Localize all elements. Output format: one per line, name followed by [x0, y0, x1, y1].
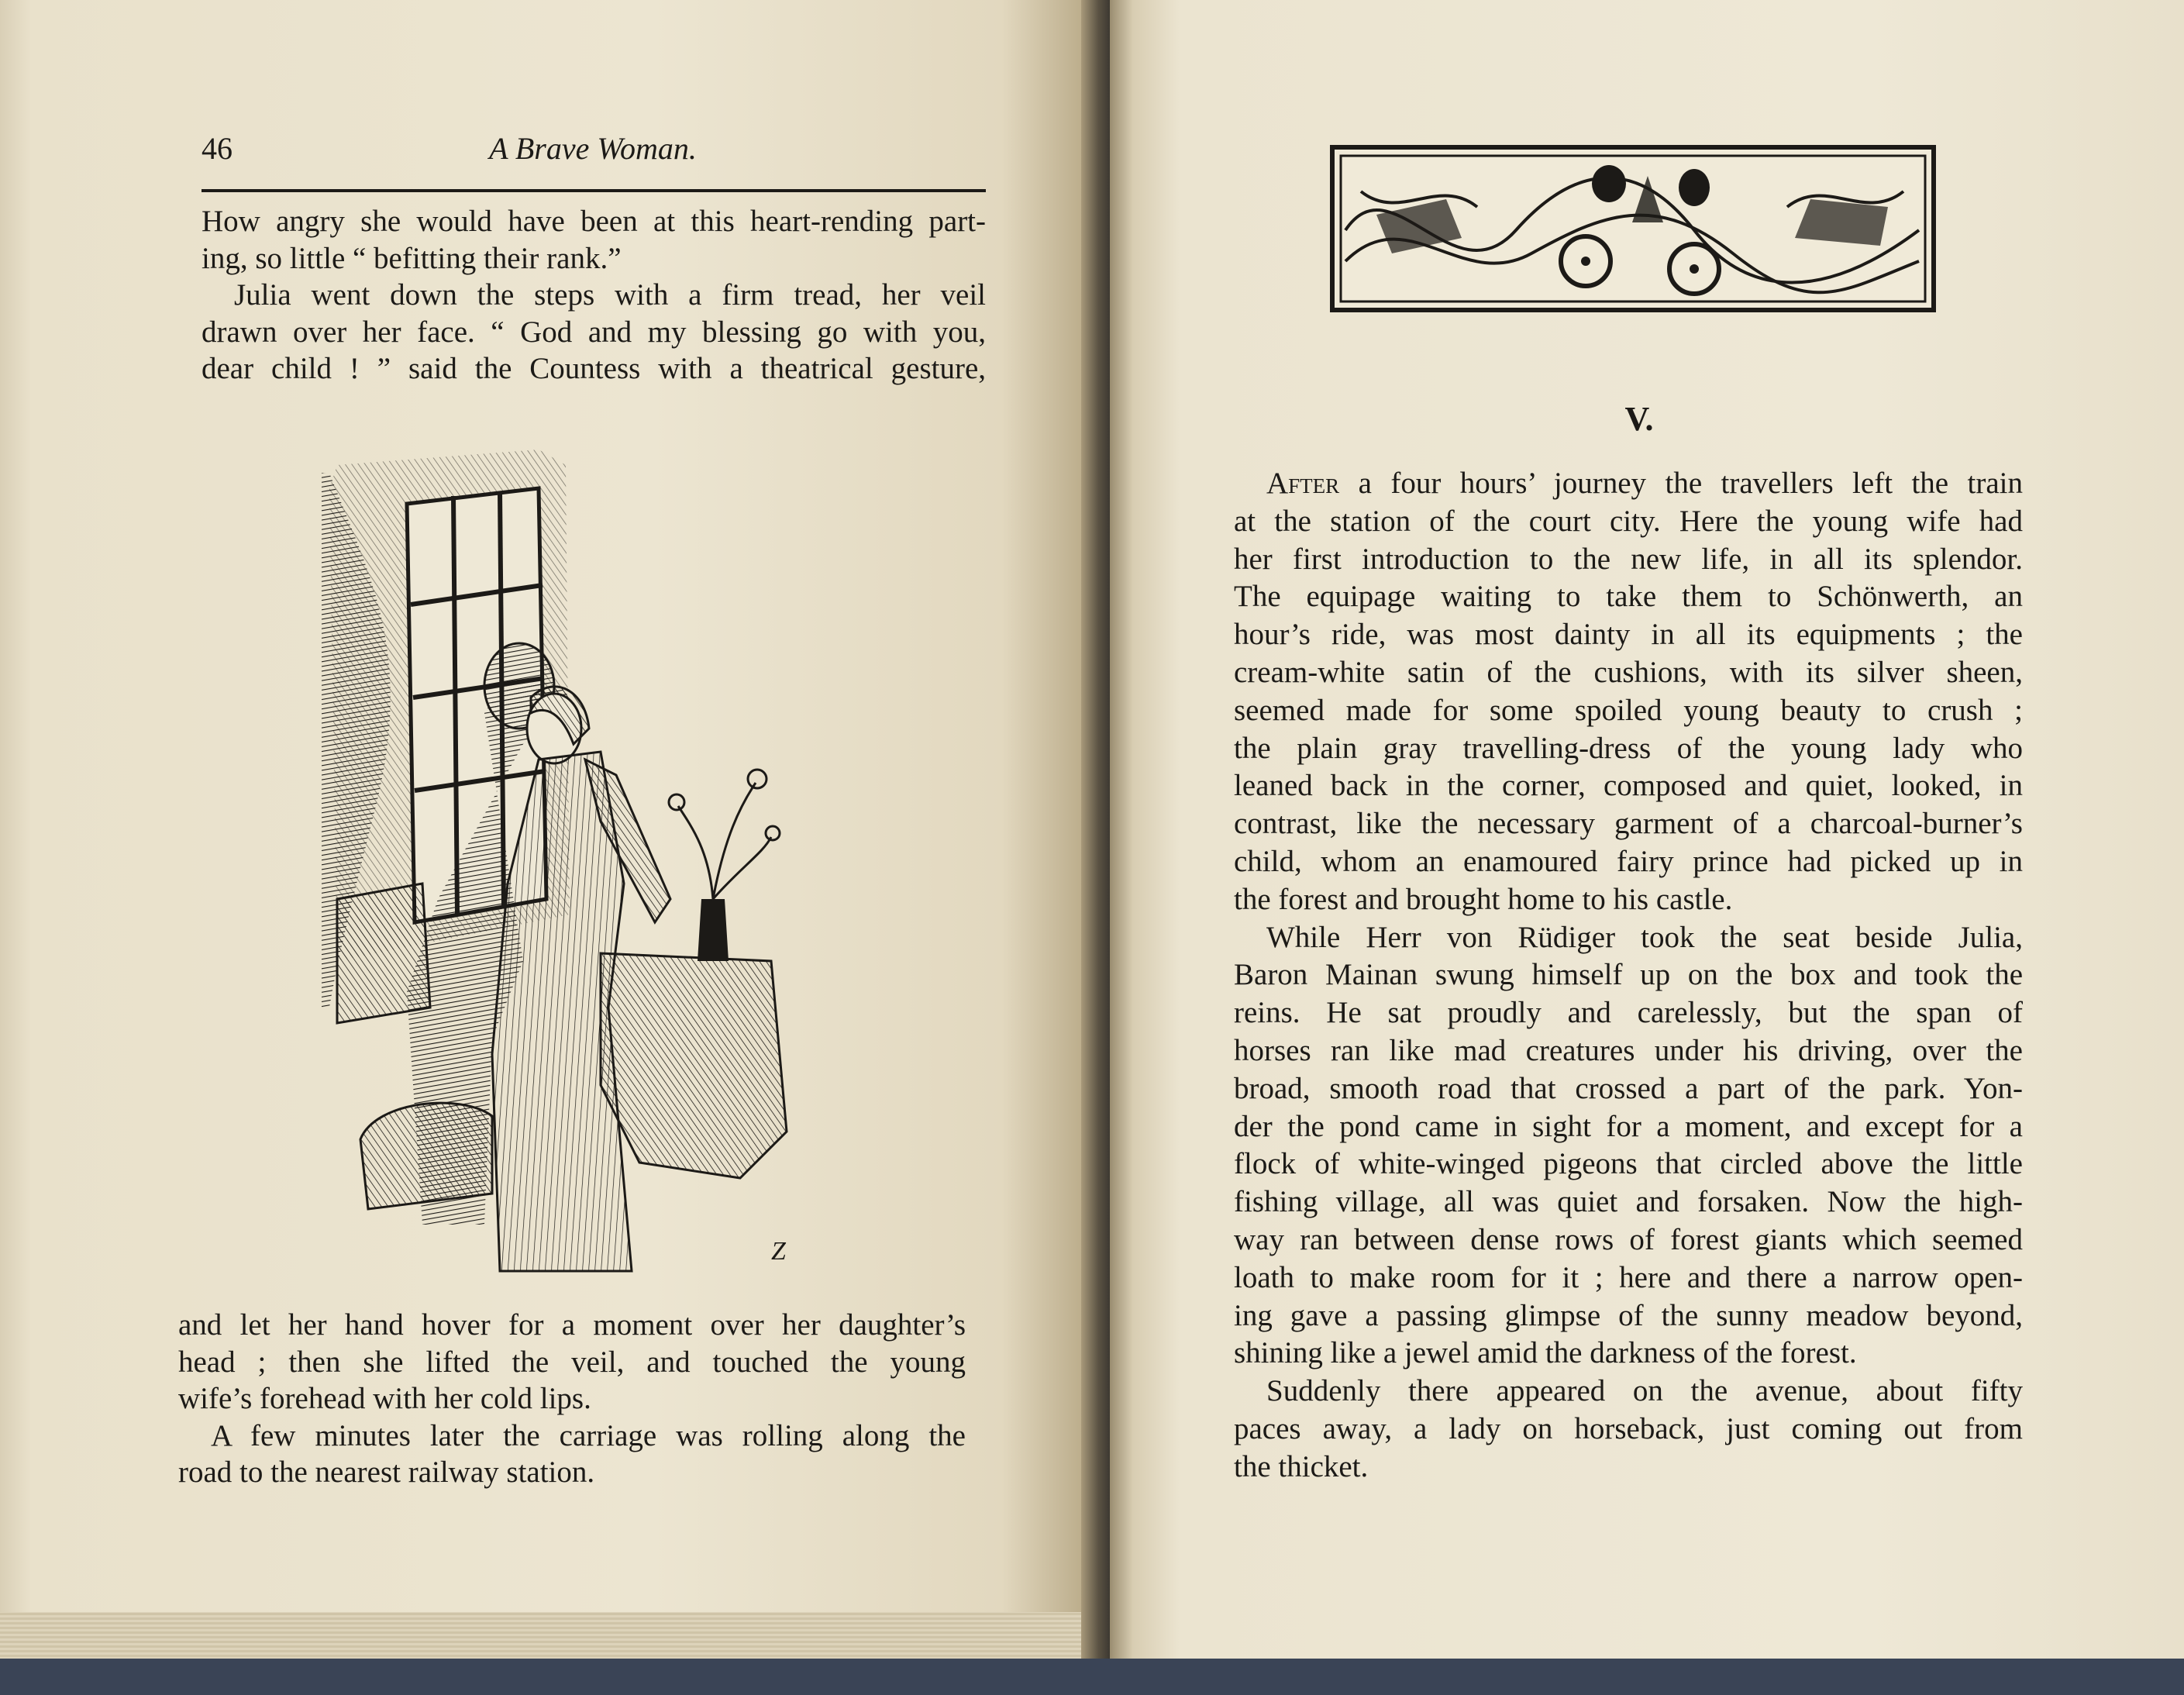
paragraph	[1234, 919, 2023, 1373]
text-line: and let her hand hover for a moment over her daughter’s	[178, 1308, 966, 1342]
paragraph	[1234, 465, 2023, 919]
text-line: Baron Mainan swung himself up on the box and took the	[1234, 958, 2023, 992]
paragraph	[1234, 1373, 2023, 1486]
text-line: ing, so little “ befitting their rank.”	[202, 241, 622, 275]
text-line: drawn over her face. “ God and my blessing go with you,	[202, 315, 986, 349]
text-line: While Herr von Rüdiger took the seat beside Julia,	[1266, 920, 2023, 954]
text-line: cream-white satin of the cushions, with its silver sheen,	[1234, 655, 2023, 689]
scan-background	[0, 1659, 2184, 1695]
text-line: A few minutes later the carriage was rolling along the	[211, 1418, 966, 1452]
left-top-text	[202, 203, 986, 388]
chapter-number: V.	[1624, 400, 1654, 438]
text-line: loath to make room for it ; here and there a narrow open-	[1234, 1260, 2023, 1294]
text-line: way ran between dense rows of forest giants which seemed	[1234, 1222, 2023, 1256]
text-line: wife’s forehead with her cold lips.	[178, 1382, 591, 1415]
text-line: the thicket.	[1234, 1449, 1369, 1483]
text-line: broad, smooth road that crossed a part of the park. Yon-	[1234, 1071, 2023, 1105]
text-line: the plain gray travelling-dress of the young lady who	[1234, 731, 2023, 765]
text-line: Suddenly there appeared on the avenue, about fifty	[1266, 1374, 2023, 1408]
text-line: leaned back in the corner, composed and quiet, looked, in	[1234, 769, 2023, 803]
engraved-illustration	[306, 419, 853, 1294]
text-line: The equipage waiting to take them to Schönwerth, an	[1234, 580, 2023, 614]
text-line: seemed made for some spoiled young beauty to crush ;	[1234, 693, 2023, 727]
text-line: hour’s ride, was most dainty in all its equipments ; the	[1234, 618, 2023, 652]
paragraph	[202, 203, 986, 277]
text-line: at the station of the court city. Here the young wife had	[1234, 504, 2023, 538]
text-line: the forest and brought home to his castle.	[1234, 882, 1733, 916]
text-line	[1234, 465, 2023, 503]
text-line: reins. He sat proudly and carelessly, but the span of	[1234, 996, 2023, 1030]
text-line: fishing village, all was quiet and forsaken. Now the high-	[1234, 1185, 2023, 1219]
header-rule	[202, 189, 986, 192]
right-body-text	[1234, 465, 2023, 1487]
text-line: How angry she would have been at this heart-rending part-	[202, 205, 986, 238]
text-line: der the pond came in sight for a moment, and except for a	[1234, 1109, 2023, 1143]
small-caps-opening: After	[1266, 467, 1340, 500]
left-page	[0, 0, 1089, 1666]
left-bottom-text	[178, 1307, 966, 1491]
paragraph	[178, 1418, 966, 1491]
paragraph	[178, 1307, 966, 1418]
text-line: child, whom an enamoured fairy prince had picked up in	[1234, 844, 2023, 878]
decorative-headpiece	[1330, 145, 1936, 312]
text-line: dear child ! ” said the Countess with a theatrical gesture,	[202, 352, 986, 385]
text-line: ing gave a passing glimpse of the sunny meadow beyond,	[1234, 1298, 2023, 1332]
text-line: her first introduction to the new life, in all its splendor.	[1234, 542, 2023, 576]
paragraph	[202, 277, 986, 388]
text-line: contrast, like the necessary garment of a charcoal-burner’s	[1234, 807, 2023, 841]
text-line: paces away, a lady on horseback, just coming out from	[1234, 1411, 2023, 1445]
text-line: horses ran like mad creatures under his driving, over the	[1234, 1033, 2023, 1067]
text-line: flock of white-winged pigeons that circled above the little	[1234, 1147, 2023, 1181]
text-line: head ; then she lifted the veil, and touched the young	[178, 1345, 966, 1379]
text-line: shining like a jewel amid the darkness of the forest.	[1234, 1336, 1857, 1370]
illustrator-monogram: Z	[771, 1237, 786, 1266]
running-title: A Brave Woman.	[489, 131, 697, 166]
text-line: road to the nearest railway station.	[178, 1456, 595, 1489]
page-number: 46	[202, 131, 233, 166]
text-line-rest: a four hours’ journey the travellers left the train	[1339, 467, 2023, 500]
text-line: Julia went down the steps with a firm tread, her veil	[234, 278, 986, 312]
